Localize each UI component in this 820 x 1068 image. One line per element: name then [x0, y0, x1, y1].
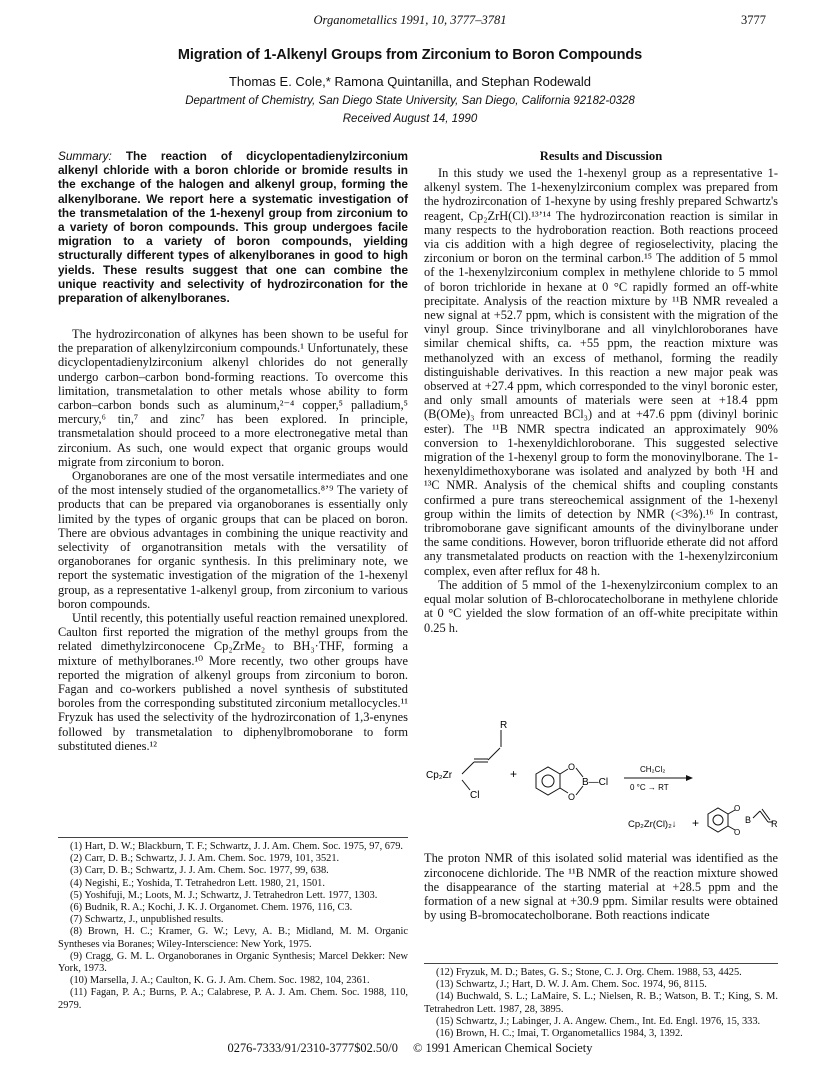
reference-item: (5) Yoshifuji, M.; Loots, M. J.; Schwartz, J. Tetrahedron Lett. 1977, 1303.: [70, 889, 378, 901]
affiliation: Department of Chemistry, San Diego State University, San Diego, California 92182-0328: [185, 95, 635, 107]
article-code: 0276-7333/91/2310-3777$02.50/0: [227, 1041, 398, 1055]
c-r-bond: [488, 748, 500, 760]
summary-label: Summary:: [58, 149, 112, 163]
received-date: Received August 14, 1990: [342, 113, 478, 125]
b-cl-label: B—Cl: [582, 777, 609, 788]
right-column-body-continued: [424, 839, 778, 935]
page-footer: [0, 1041, 820, 1056]
benzene-ring: [536, 767, 560, 795]
product-r-label: R: [771, 819, 778, 829]
reference-item: (10) Marsella, J. A.; Caulton, K. G. J. Am. Chem. Soc. 1982, 104, 2361.: [70, 975, 370, 987]
reference-item: (1) Hart, D. W.; Blackburn, T. F.; Schwartz, J. J. Am. Chem. Soc. 1975, 97, 679.: [70, 841, 403, 852]
body-paragraph: In this study we used the 1-hexenyl group as a representative 1-alkenyl system. The 1-hexenylzirconium complex was prepared from the hydrozirconation of 1-hexyne by using freshly prepared Schwartz's reagent, Cp₂ZrH(Cl).¹³ʼ¹⁴ The hydrozirconation reaction is similar in many respects to the hydroboration reaction. Both reactions proceed via cis addition with a high degree of regioselectivity, placing the zirconium or boron on the terminal carbon.¹⁵ The addition of 5 mmol of the 1-hexenylzirconium complex in methylene chloride to 5 mmol of boron trichloride in hexane at 0 °C rapidly formed an off-white precipitate. Analysis of the reaction mixture by ¹¹B NMR revealed a new signal at +52.7 ppm, which is consistent with the migration of the vinyl group. Since trivinylborane and all vinylchloroboranes have similar chemical shifts, ca. +55 ppm, the reaction mixture was methanolyzed with an excess of methanol, forming the readily distinguishable derivatives. In this reaction a new major peak was observed at +27.4 ppm, which corresponded to the vinyl boronic ester, and only small amounts of materials were seen at +18.4 ppm (B(OMe)₃ from unreacted BCl₃) and at +47.6 ppm (divinyl borinic ester). The ¹¹B NMR spectra indicated an approximately 90% conversion to 1-hexenyldichloroborane. This suggested selective migration of the 1-hexenyl group to form the monovinylborane. The 1-hexenyldimethoxyborane was isolated and analyzed by both ¹H and ¹³C NMR. Analysis of the chemical shifts and coupling constants confirmed a pure trans stereochemical assignment of the 1-hexenyl group within the limits of detection by NMR (<3%).¹⁶ In contrast, tribromoborane gave significant amounts of the divinylborane under the same conditions. However, boron trifluoride etherate did not afford any transmetalated products on reaction with the 1-hexenylzirconium complex, even after reflux for 48 h.: [424, 166, 778, 578]
product-vinyl-bond: [753, 811, 760, 818]
running-header: Organometallics 1991, 10, 3777–3781: [313, 13, 507, 27]
body-paragraph: The proton NMR of this isolated solid material was identified as the zirconocene dichloride. The ¹¹B NMR of the reaction mixture showed the disappearance of the starting material at +28.5 ppm and the formation of a new signal at +30.9 ppm. Similar results were obtained by using B-bromocatecholborane. Both reactions indicate: [424, 851, 778, 923]
reference-item: (13) Schwartz, J.; Hart, D. W. J. Am. Chem. Soc. 1974, 96, 8115.: [436, 979, 707, 991]
reference-item: (8) Brown, H. C.; Kramer, G. W.; Levy, A. B.; Midland, M. M. Organic Syntheses via Boranes; Wiley-Interscience: New York, 1975.: [58, 926, 408, 950]
reference-item: (2) Carr, D. B.; Schwartz, J. J. Am. Chem. Soc. 1979, 101, 3521.: [70, 853, 340, 865]
o-b-bond: [576, 768, 583, 777]
right-column-body: [424, 166, 778, 635]
ring-o-bond: [560, 769, 568, 774]
reference-item: (14) Buchwald, S. L.; LaMaire, S. L.; Nielsen, R. B.; Watson, B. T.; King, S. M. Tetrahedron Lett. 1987, 28, 3895.: [424, 991, 778, 1015]
product-vinyl-double: [762, 809, 770, 820]
plus-sign: +: [510, 767, 518, 781]
reference-item: (12) Fryzuk, M. D.; Bates, G. S.; Stone, C. J. Org. Chem. 1988, 53, 4425.: [436, 967, 742, 978]
aromatic-circle: [542, 775, 554, 787]
footnote-divider: [424, 963, 778, 964]
reference-item: (3) Carr, D. B.; Schwartz, J. J. Am. Chem. Soc. 1977, 99, 638.: [70, 865, 329, 877]
product-zirconocene: Cp₂Zr(Cl)₂↓: [628, 819, 677, 830]
page-number: 3777: [741, 13, 766, 27]
conditions-label: 0 °C → RT: [630, 783, 669, 792]
references-left: [58, 841, 408, 1012]
body-paragraph: Until recently, this potentially useful reaction remained unexplored. Caulton first reported the migration of the methyl groups from the related dimethylzirconocene Cp₂ZrMe₂ to BH₃·THF, forming a mixture of methylboranes.¹⁰ More recently, two other groups have reported the migration of alkenyl groups from zirconium to boron. Fagan and co-workers published a novel synthesis of substituted boroles from the corresponding substituted zirconium metallocycles.¹¹ Fryzuk has used the selectivity of the hydrozirconation of 1,3-enynes followed by transmetalation to diphenylbromoborane to form substituted dienes.¹²: [58, 611, 408, 753]
reference-item: (6) Budnik, R. A.; Kochi, J. K. J. Organomet. Chem. 1976, 116, C3.: [70, 902, 353, 914]
reference-item: (9) Cragg, G. M. L. Organoboranes in Organic Synthesis; Marcel Dekker: New York, 1973.: [58, 950, 408, 975]
cp2zr-label: Cp₂Zr: [426, 770, 453, 781]
left-column-body: [58, 327, 408, 753]
body-paragraph: Organoboranes are one of the most versatile intermediates and one of the most intensely studied of the organometallics.⁸ʼ⁹ The variety of products that can be prepared via organoboranes is essentially only limited by the types of organic groups that can be placed on boron. There are obvious advantages in combining the unique reactivity and selectivity of organotransition metals with the versatility of organoboranes for organic synthesis. In this preliminary note, we report the systematic investigation of the migration of the 1-hexenyl group, as a representative 1-alkenyl group, from zirconium to various boron compounds.: [58, 469, 408, 611]
summary-text: The reaction of dicyclopentadienylzirconium alkenyl chloride with a boron chloride or bromide results in the exchange of the halogen and alkenyl group, forming the alkenylborane. We report here a systematic investigation of the transmetalation of the 1-hexenyl group from zirconium to a variety of boron compounds. This group undergoes facile migration to a variety of boron compounds, yielding structurally different types of alkenylboranes in good to high yields. These results suggest that one can combine the unique reactivity and selectivity of hydrozirconation for the preparation of alkenylboranes.: [58, 149, 409, 306]
plus-sign: +: [692, 816, 700, 830]
copyright: © 1991 American Chemical Society: [413, 1041, 593, 1055]
product-oxygen-label: O: [734, 804, 741, 813]
references-right: [424, 967, 778, 1040]
body-paragraph: The addition of 5 mmol of the 1-hexenylzirconium complex to an equal molar solution of B-chlorocatecholborane in methylene chloride at 0 °C yielded the slow formation of an off-white precipitate within 0.25 h.: [424, 577, 778, 635]
footnote-divider: [58, 837, 408, 838]
product-aromatic-circle: [713, 815, 723, 825]
reference-item: (16) Brown, H. C.; Imai, T. Organometallics 1984, 3, 1392.: [436, 1028, 683, 1040]
section-heading: Results and Discussion: [539, 149, 663, 163]
ring-o-bond: [560, 788, 568, 793]
reference-item: (4) Negishi, E.; Yoshida, T. Tetrahedron Lett. 1980, 21, 1501.: [70, 877, 325, 889]
paper-title: Migration of 1-Alkenyl Groups from Zirconium to Boron Compounds: [177, 47, 643, 63]
reference-item: (15) Schwartz, J.; Labinger, J. A. Angew. Chem., Int. Ed. Engl. 1976, 15, 333.: [436, 1015, 761, 1027]
solvent-label: CH₂Cl₂: [640, 765, 666, 774]
authors: Thomas E. Cole,* Ramona Quintanilla, and Stephan Rodewald: [228, 74, 592, 89]
zr-cl-bond: [462, 780, 470, 790]
body-paragraph: The hydrozirconation of alkynes has been shown to be useful for the preparation of alkenylzirconium compounds.¹ Unfortunately, these dicyclopentadienylzirconium alkenyl chlorides do not generally undergo carbon–carbon bond-forming reactions. To overcome this limitation, transmetalation to other metals whose ability to form carbon–carbon bonds such as aluminum,²⁻⁴ copper,⁵ palladium,⁵ mercury,⁶ tin,⁷ and zinc⁷ has been explored. In principle, transmetalation should proceed to a more electronegative metal than zirconium. As such, one would expect that organic groups would migrate from zirconium to boron.: [58, 327, 408, 469]
product-boron-label: B: [745, 815, 752, 825]
product-oxygen-label: O: [734, 828, 741, 836]
oxygen-label: O: [568, 792, 576, 802]
reference-item: (7) Schwartz, J., unpublished results.: [70, 914, 224, 926]
arrow-head: [686, 775, 693, 781]
product-benzene-ring: [708, 808, 728, 832]
reaction-scheme: [418, 718, 780, 836]
reference-item: (11) Fagan, P. A.; Burns, P. A.; Calabrese, P. A. J. Am. Chem. Soc. 1988, 110, 2979.: [58, 987, 408, 1011]
cl-label: Cl: [470, 790, 480, 801]
oxygen-label: O: [568, 762, 576, 772]
zr-c-bond: [462, 762, 474, 774]
summary-abstract: [58, 149, 408, 305]
product-vinyl-double: [760, 811, 768, 822]
r-label: R: [500, 720, 508, 731]
